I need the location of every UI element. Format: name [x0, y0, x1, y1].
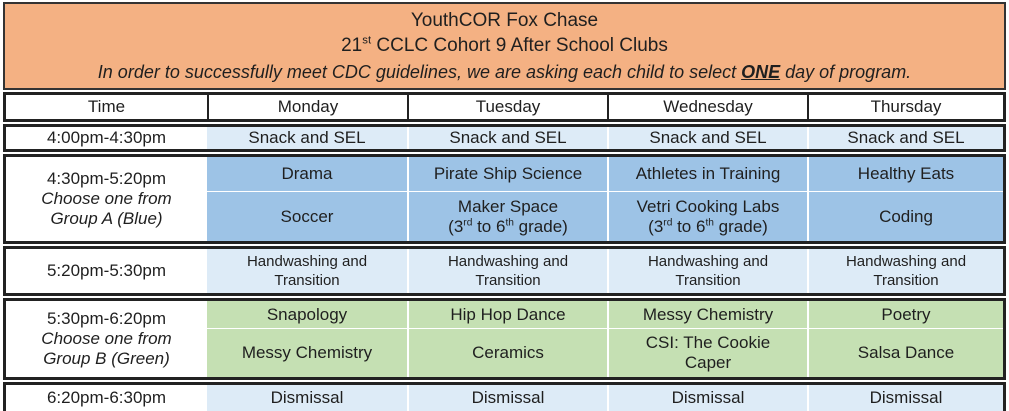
program-title: YouthCOR Fox Chase [410, 10, 599, 31]
club-snapology: Snapology [207, 301, 407, 328]
program-subtitle: 21st CCLC Cohort 9 After School Clubs [341, 34, 668, 56]
col-wednesday: Wednesday [607, 95, 807, 119]
club-coding: Coding [807, 192, 1003, 241]
transition-tuesday: Handwashing and Transition [407, 249, 607, 293]
transition-monday: Handwashing and Transition [207, 249, 407, 293]
club-pirate-ship-science: Pirate Ship Science [407, 157, 607, 191]
group-a-note-2: Group A (Blue) [50, 209, 163, 228]
dismissal-wednesday: Dismissal [607, 385, 807, 411]
time-cell: 4:00pm-4:30pm [6, 127, 207, 149]
col-monday: Monday [207, 95, 407, 119]
group-b-note-2: Group B (Green) [43, 349, 170, 368]
snack-row [3, 124, 1006, 152]
dismissal-row [3, 382, 1006, 411]
club-hip-hop-dance: Hip Hop Dance [407, 301, 607, 328]
club-soccer: Soccer [207, 192, 407, 241]
club-salsa-dance: Salsa Dance [807, 329, 1003, 377]
club-healthy-eats: Healthy Eats [807, 157, 1003, 191]
snack-thursday: Snack and SEL [807, 127, 1003, 149]
club-poetry: Poetry [807, 301, 1003, 328]
transition-wednesday: Handwashing and Transition [607, 249, 807, 293]
schedule-header [3, 2, 1006, 90]
snack-tuesday: Snack and SEL [407, 127, 607, 149]
dismissal-thursday: Dismissal [807, 385, 1003, 411]
club-csi-cookie-caper: CSI: The Cookie Caper [607, 329, 807, 377]
time-label: 5:30pm-6:20pm [46, 309, 167, 328]
club-drama: Drama [207, 157, 407, 191]
time-cell: 5:20pm-5:30pm [6, 249, 207, 293]
club-athletes-in-training: Athletes in Training [607, 157, 807, 191]
club-ceramics: Ceramics [407, 329, 607, 377]
club-messy-chemistry-2: Messy Chemistry [207, 329, 407, 377]
col-time: Time [6, 95, 207, 119]
club-messy-chemistry: Messy Chemistry [607, 301, 807, 328]
time-cell: 6:20pm-6:30pm [6, 385, 207, 411]
club-maker-space: Maker Space (3rd to 6th grade) [407, 192, 607, 241]
club-vetri-cooking-labs: Vetri Cooking Labs (3rd to 6th grade) [607, 192, 807, 241]
group-b-row [3, 298, 1006, 380]
transition-thursday: Handwashing and Transition [807, 249, 1003, 293]
transition-row [3, 246, 1006, 296]
dismissal-tuesday: Dismissal [407, 385, 607, 411]
dismissal-monday: Dismissal [207, 385, 407, 411]
cdc-notice: In order to successfully meet CDC guidelines, we are asking each child to select ONE day of program. [97, 62, 912, 82]
snack-monday: Snack and SEL [207, 127, 407, 149]
group-b-note-1: Choose one from [41, 329, 172, 348]
column-header-row [3, 92, 1006, 122]
snack-wednesday: Snack and SEL [607, 127, 807, 149]
group-a-row [3, 154, 1006, 244]
col-thursday: Thursday [807, 95, 1003, 119]
col-tuesday: Tuesday [407, 95, 607, 119]
group-a-note-1: Choose one from [41, 189, 172, 208]
time-label: 4:30pm-5:20pm [46, 169, 167, 188]
